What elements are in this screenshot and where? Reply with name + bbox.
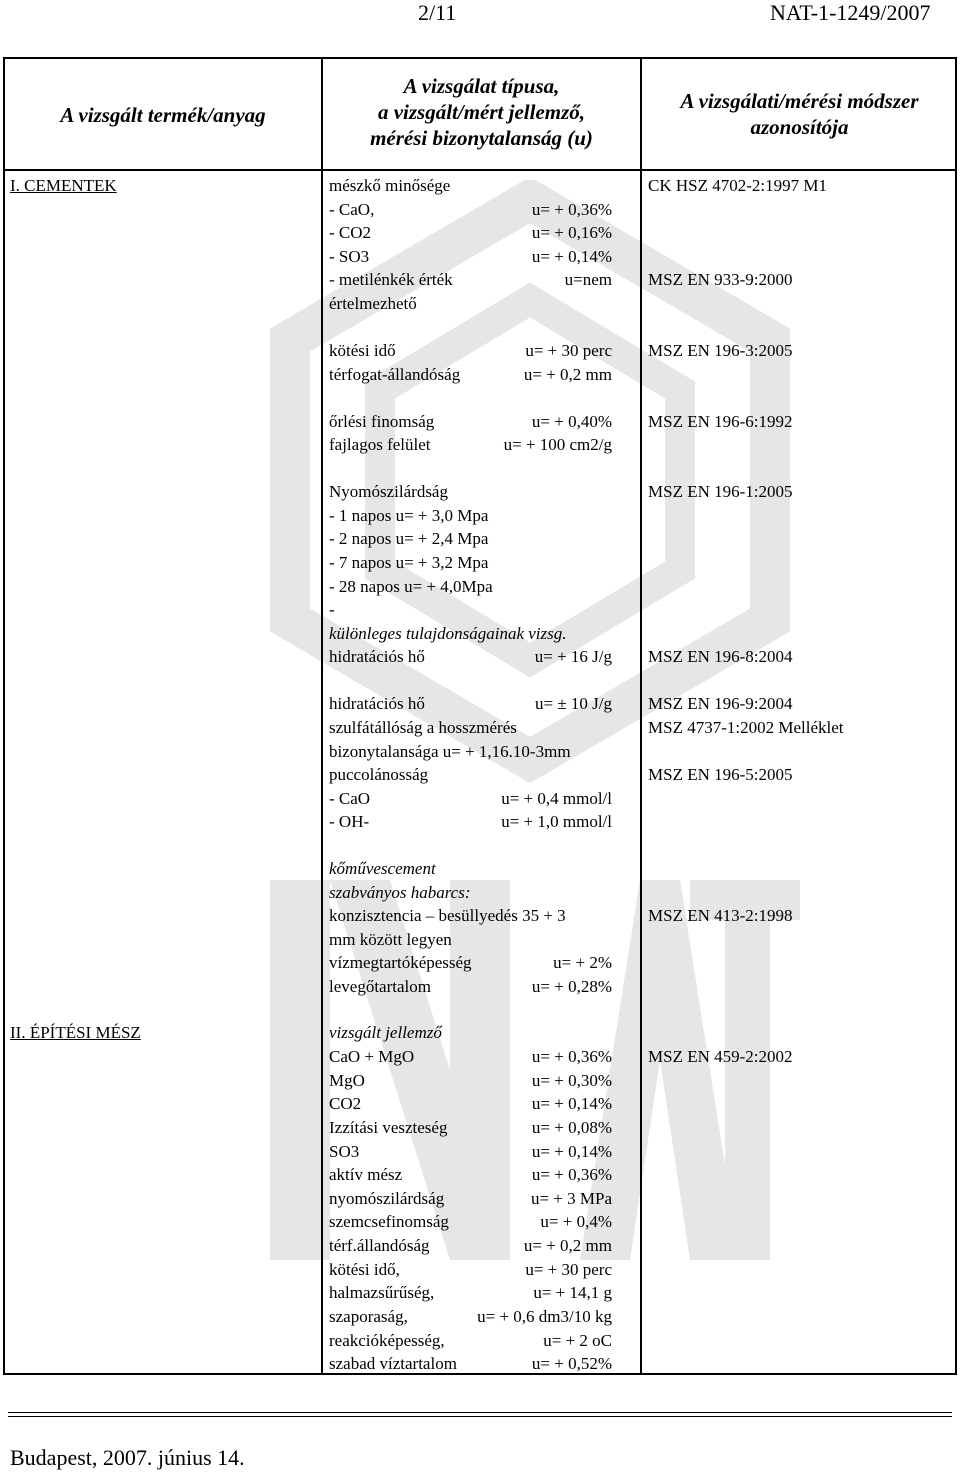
header-test-type-line2: a vizsgált/mért jellemző,: [377, 100, 586, 124]
header-product: A vizsgált termék/anyag: [60, 103, 266, 127]
parameter-label: szemcsefinomság: [329, 1212, 449, 1231]
parameter-label: MgO: [329, 1071, 365, 1090]
method-item: MSZ EN 196-3:2005: [648, 341, 793, 360]
parameter-label: - 1 napos u= + 3,0 Mpa: [329, 506, 489, 525]
uncertainty-value: u= ± 10 J/g: [534, 694, 612, 713]
method-item: MSZ EN 413-2:1998: [648, 906, 793, 925]
parameter-label: CaO + MgO: [329, 1047, 415, 1066]
parameter-label: - SO3: [329, 247, 370, 266]
parameter-label: konzisztencia – besüllyedés 35 + 3: [329, 906, 566, 925]
uncertainty-value: u=nem: [564, 270, 612, 289]
method-item: MSZ 4737-1:2002 Melléklet: [648, 718, 844, 737]
parameter-label: kőművescement: [329, 859, 436, 878]
uncertainty-value: u= + 0,08%: [531, 1118, 612, 1137]
footer-rule: [8, 1412, 952, 1413]
parameter-label: Izzítási veszteség: [329, 1118, 448, 1137]
parameter-label: SO3: [329, 1142, 360, 1161]
uncertainty-value: u= + 0,36%: [531, 1047, 612, 1066]
document-id: NAT-1-1249/2007: [770, 0, 931, 25]
header-method: [642, 88, 957, 140]
parameter-label: - metilénkék érték: [329, 270, 453, 289]
parameter-label: vízmegtartóképesség: [329, 953, 472, 972]
uncertainty-value: u= + 30 perc: [525, 341, 612, 360]
method-item: MSZ EN 196-1:2005: [648, 482, 793, 501]
uncertainty-value: u= + 0,36%: [531, 200, 612, 219]
parameter-label: térfogat-állandóság: [329, 365, 461, 384]
column-divider: [321, 59, 323, 1373]
uncertainty-value: u= + 0,52%: [531, 1354, 612, 1373]
uncertainty-value: u= + 100 cm2/g: [503, 435, 612, 454]
uncertainty-value: u= + 2 oC: [543, 1331, 612, 1350]
uncertainty-value: u= + 30 perc: [525, 1260, 612, 1279]
section-cement: I. CEMENTEK: [10, 176, 117, 195]
parameter-label: kötési idő: [329, 341, 396, 360]
header-test-type: [323, 73, 640, 151]
uncertainty-value: u= + 0,16%: [531, 223, 612, 242]
parameter-label: Nyomószilárdság: [329, 482, 448, 501]
parameter-label: - CaO,: [329, 200, 375, 219]
footer-rule: [8, 1416, 952, 1417]
parameter-label: szabványos habarcs:: [329, 883, 471, 902]
method-item: MSZ EN 196-9:2004: [648, 694, 793, 713]
parameter-label: hidratációs hő: [329, 647, 425, 666]
parameter-label: levegőtartalom: [329, 977, 431, 996]
parameter-label: puccolánosság: [329, 765, 429, 784]
header-method-line2: azonosítója: [750, 115, 849, 139]
uncertainty-value: u= + 0,4 mmol/l: [501, 789, 612, 808]
method-item: MSZ EN 196-8:2004: [648, 647, 793, 666]
header-method-line1: A vizsgálati/mérési módszer: [680, 89, 919, 113]
uncertainty-value: u= + 0,6 dm3/10 kg: [477, 1307, 612, 1326]
uncertainty-value: u= + 0,36%: [531, 1165, 612, 1184]
uncertainty-value: u= + 1,0 mmol/l: [501, 812, 612, 831]
uncertainty-value: u= + 2%: [553, 953, 612, 972]
uncertainty-value: u= + 3 MPa: [530, 1189, 612, 1208]
page-number: 2/11: [418, 0, 457, 25]
uncertainty-value: u= + 0,28%: [531, 977, 612, 996]
parameter-label: szulfátállóság a hosszmérés: [329, 718, 517, 737]
parameter-label: - CaO: [329, 789, 371, 808]
parameter-label: mm között legyen: [329, 930, 452, 949]
uncertainty-value: u= + 14,1 g: [533, 1283, 612, 1302]
parameter-label: kötési idő,: [329, 1260, 400, 1279]
header-test-type-line1: A vizsgálat típusa,: [403, 74, 560, 98]
method-item: MSZ EN 196-5:2005: [648, 765, 793, 784]
parameter-label: hidratációs hő: [329, 694, 425, 713]
uncertainty-value: u= + 0,4%: [540, 1212, 612, 1231]
method-item: MSZ EN 196-6:1992: [648, 412, 793, 431]
parameter-label: szaporaság,: [329, 1307, 408, 1326]
parameter-label: - 7 napos u= + 3,2 Mpa: [329, 553, 489, 572]
parameter-label: mészkő minősége: [329, 176, 451, 195]
parameter-label: -: [329, 600, 335, 619]
uncertainty-value: u= + 16 J/g: [534, 647, 612, 666]
section-lime: II. ÉPÍTÉSI MÉSZ: [10, 1023, 141, 1042]
parameter-label: aktív mész: [329, 1165, 403, 1184]
parameter-label: különleges tulajdonságainak vizsg.: [329, 624, 567, 643]
method-item: MSZ EN 459-2:2002: [648, 1047, 793, 1066]
parameter-label: reakcióképesség,: [329, 1331, 445, 1350]
header-test-type-line3: mérési bizonytalanság (u): [370, 126, 593, 150]
parameter-label: bizonytalansága u= + 1,16.10-3mm: [329, 742, 571, 761]
parameter-label: - 2 napos u= + 2,4 Mpa: [329, 529, 489, 548]
parameter-label: vizsgált jellemző: [329, 1023, 442, 1042]
uncertainty-value: u= + 0,14%: [531, 1142, 612, 1161]
parameter-label: - 28 napos u= + 4,0Mpa: [329, 577, 493, 596]
parameter-label: halmazsűrűség,: [329, 1283, 435, 1302]
uncertainty-value: u= + 0,2 mm: [523, 365, 612, 384]
parameter-label: értelmezhető: [329, 294, 417, 313]
method-item: MSZ EN 933-9:2000: [648, 270, 793, 289]
parameter-label: térf.állandóság: [329, 1236, 430, 1255]
parameter-label: fajlagos felület: [329, 435, 431, 454]
uncertainty-value: u= + 0,14%: [531, 247, 612, 266]
footer-place-date: Budapest, 2007. június 14.: [10, 1445, 245, 1470]
parameter-label: szabad víztartalom: [329, 1354, 457, 1373]
parameter-label: - OH-: [329, 812, 370, 831]
parameter-label: őrlési finomság: [329, 412, 435, 431]
uncertainty-value: u= + 0,30%: [531, 1071, 612, 1090]
header-divider: [5, 169, 955, 171]
method-item: CK HSZ 4702-2:1997 M1: [648, 176, 827, 195]
uncertainty-value: u= + 0,40%: [531, 412, 612, 431]
parameter-label: nyomószilárdság: [329, 1189, 445, 1208]
parameter-label: - CO2: [329, 223, 372, 242]
parameter-label: CO2: [329, 1094, 362, 1113]
column-divider: [640, 59, 642, 1373]
uncertainty-value: u= + 0,2 mm: [523, 1236, 612, 1255]
uncertainty-value: u= + 0,14%: [531, 1094, 612, 1113]
